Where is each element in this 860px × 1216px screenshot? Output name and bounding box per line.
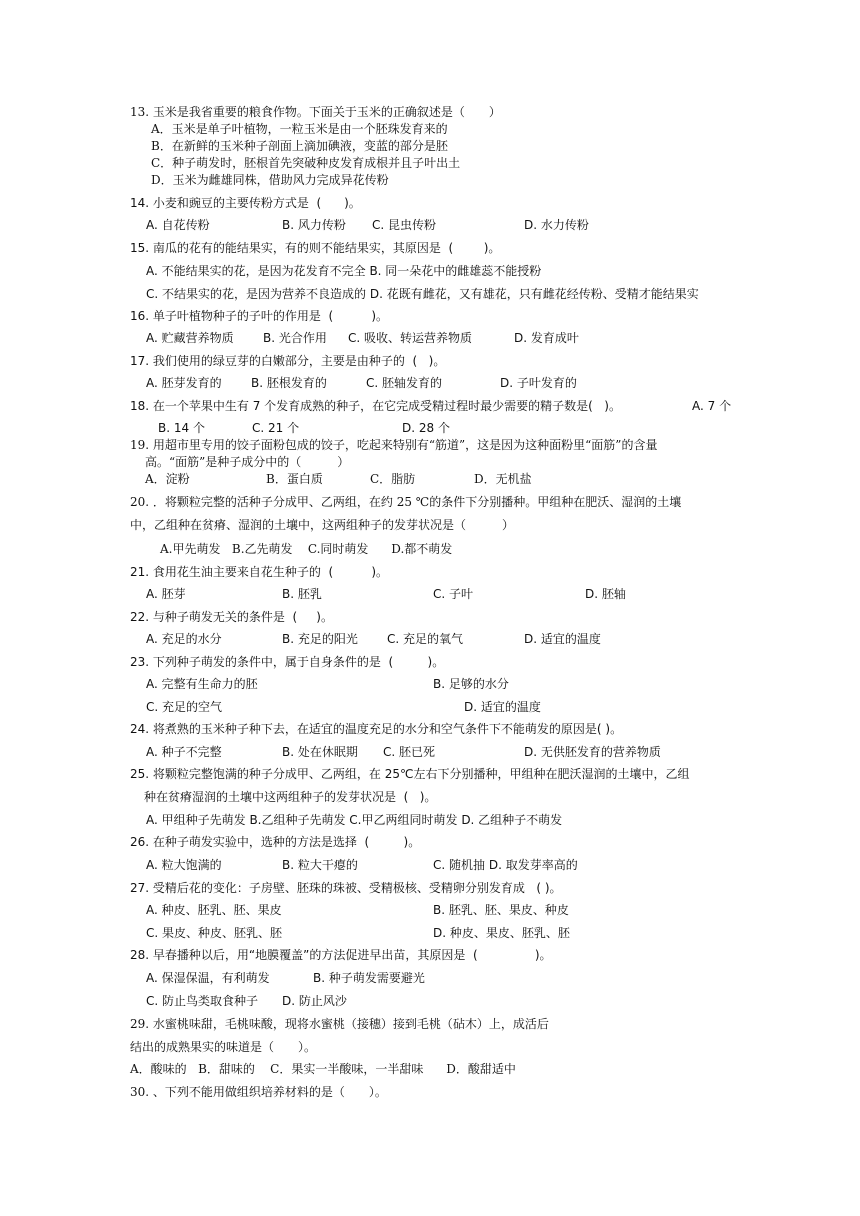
q28-option-c: C. 防止鸟类取食种子 xyxy=(146,994,259,1008)
q18-option-b: B. 14 个 xyxy=(158,421,205,435)
q17-option-c: C. 胚轴发育的 xyxy=(366,376,443,390)
q22-option-b: B. 充足的阳光 xyxy=(282,632,358,646)
q14-option-d: D. 水力传粉 xyxy=(524,218,589,232)
q18-option-c: C. 21 个 xyxy=(252,421,300,435)
q16-option-d: D. 发育成叶 xyxy=(514,331,579,345)
q26-stem: 26. 在种子萌发实验中，选种的方法是选择 ( )。 xyxy=(130,835,421,849)
q28-stem: 28. 早春播种以后，用“地膜覆盖”的方法促进早出苗，其原因是 ( )。 xyxy=(130,948,552,962)
q26-options-cd: C. 随机抽 D. 取发芽率高的 xyxy=(433,858,578,872)
q27-stem: 27. 受精后花的变化：子房壁、胚珠的珠被、受精极核、受精卵分别发育成 ( )。 xyxy=(130,881,562,895)
q27-option-c: C. 果皮、种皮、胚乳、胚 xyxy=(146,926,283,940)
q24-option-d: D. 无供胚发育的营养物质 xyxy=(524,745,661,759)
q16-option-c: C. 吸收、转运营养物质 xyxy=(348,331,473,345)
q20-stem-line1: 20. ．将颗粒完整的活种子分成甲、乙两组，在约 25 ℃的条件下分别播种。甲组种在肥沃、湿润的土壤 xyxy=(130,495,682,509)
q20-stem-line2: 中，乙组种在贫瘠、湿润的土壤中，这两组种子的发芽状况是（ ） xyxy=(130,518,515,532)
q15-options-ab: A. 不能结果实的花，是因为花发育不完全 B. 同一朵花中的雌雄蕊不能授粉 xyxy=(146,264,542,278)
q18-option-d: D. 28 个 xyxy=(402,421,450,435)
q21-stem: 21. 食用花生油主要来自花生种子的 ( )。 xyxy=(130,565,389,579)
q16-option-a: A. 贮藏营养物质 xyxy=(146,331,234,345)
q19-option-a: A．淀粉 xyxy=(145,472,190,486)
q15-options-cd: C. 不结果实的花，是因为营养不良造成的 D. 花既有雌花，又有雄花，只有雌花经传粉、受精才能结果实 xyxy=(146,287,699,301)
q26-option-b: B. 粒大干瘪的 xyxy=(282,858,358,872)
q19-option-b: B．蛋白质 xyxy=(266,472,323,486)
q14-option-c: C. 昆虫传粉 xyxy=(372,218,437,232)
q13-stem: 13. 玉米是我省重要的粮食作物。下面关于玉米的正确叙述是（ ） xyxy=(130,105,501,119)
q25-stem-line2: 种在贫瘠湿润的土壤中这两组种子的发芽状况是 ( )。 xyxy=(144,790,437,804)
q24-option-a: A. 种子不完整 xyxy=(146,745,222,759)
q16-stem: 16. 单子叶植物种子的子叶的作用是 ( )。 xyxy=(130,309,389,323)
q18-option-a: A. 7 个 xyxy=(692,399,732,413)
q29-stem-line1: 29. 水蜜桃味甜，毛桃味酸，现将水蜜桃（接穗）接到毛桃（砧木）上，成活后 xyxy=(130,1017,549,1031)
q13-option-b: B．在新鲜的玉米种子剖面上滴加碘液，变蓝的部分是胚 xyxy=(151,139,448,153)
q19-option-d: D．无机盐 xyxy=(474,472,532,486)
q17-option-b: B. 胚根发育的 xyxy=(251,376,327,390)
q23-option-a: A. 完整有生命力的胚 xyxy=(146,677,258,691)
q17-option-d: D. 子叶发育的 xyxy=(500,376,577,390)
q21-option-a: A. 胚芽 xyxy=(146,587,186,601)
q24-option-b: B. 处在休眠期 xyxy=(282,745,358,759)
q14-stem: 14. 小麦和豌豆的主要传粉方式是 ( )。 xyxy=(130,196,361,210)
q22-option-a: A. 充足的水分 xyxy=(146,632,222,646)
q21-option-c: C. 子叶 xyxy=(433,587,474,601)
q29-options: A．酸味的 B．甜味的 C．果实一半酸味，一半甜味 D．酸甜适中 xyxy=(130,1062,516,1076)
q22-option-d: D. 适宜的温度 xyxy=(524,632,601,646)
q22-stem: 22. 与种子萌发无关的条件是 ( )。 xyxy=(130,610,333,624)
q13-option-c: C．种子萌发时，胚根首先突破种皮发育成根并且子叶出土 xyxy=(151,156,461,170)
q23-option-c: C. 充足的空气 xyxy=(146,700,223,714)
q22-option-c: C. 充足的氧气 xyxy=(387,632,464,646)
q13-option-d: D．玉米为雌雄同株，借助风力完成异花传粉 xyxy=(151,173,389,187)
q15-stem: 15. 南瓜的花有的能结果实，有的则不能结果实，其原因是 ( )。 xyxy=(130,241,501,255)
q14-option-a: A. 自花传粉 xyxy=(146,218,210,232)
q27-option-b: B. 胚乳、胚、果皮、种皮 xyxy=(433,903,569,917)
q25-stem-line1: 25. 将颗粒完整饱满的种子分成甲、乙两组，在 25℃左右下分别播种，甲组种在肥沃湿润的土壤中，乙组 xyxy=(130,767,690,781)
q21-option-d: D. 胚轴 xyxy=(585,587,626,601)
q27-option-d: D. 种皮、果皮、胚乳、胚 xyxy=(433,926,570,940)
q23-stem: 23. 下列种子萌发的条件中，属于自身条件的是 ( )。 xyxy=(130,655,445,669)
q21-option-b: B. 胚乳 xyxy=(282,587,322,601)
q20-options: A.甲先萌发 B.乙先萌发 C.同时萌发 D.都不萌发 xyxy=(160,542,453,556)
q17-stem: 17. 我们使用的绿豆芽的白嫩部分，主要是由种子的 ( )。 xyxy=(130,354,446,368)
q28-option-d: D. 防止风沙 xyxy=(282,994,347,1008)
q18-stem: 18. 在一个苹果中生有 7 个发育成熟的种子，在它完成受精过程时最少需要的精子数是( )。 xyxy=(130,399,621,413)
q23-option-d: D. 适宜的温度 xyxy=(464,700,541,714)
q19-stem-line2: 高。“面筋”是种子成分中的（ ） xyxy=(145,455,350,469)
q24-stem: 24. 将煮熟的玉米种子种下去，在适宜的温度充足的水分和空气条件下不能萌发的原因是( )。 xyxy=(130,722,623,736)
q23-option-b: B. 足够的水分 xyxy=(433,677,509,691)
q28-option-a: A. 保湿保温，有利萌发 xyxy=(146,971,270,985)
q13-option-a: A．玉米是单子叶植物，一粒玉米是由一个胚珠发育来的 xyxy=(151,122,448,136)
q14-option-b: B. 风力传粉 xyxy=(282,218,346,232)
q29-stem-line2: 结出的成熟果实的味道是（ ）。 xyxy=(130,1040,317,1054)
q17-option-a: A. 胚芽发育的 xyxy=(146,376,222,390)
q16-option-b: B. 光合作用 xyxy=(263,331,327,345)
q27-option-a: A. 种皮、胚乳、胚、果皮 xyxy=(146,903,282,917)
q25-options: A. 甲组种子先萌发 B.乙组种子先萌发 C.甲乙两组同时萌发 D. 乙组种子不萌发 xyxy=(146,813,563,827)
q24-option-c: C. 胚已死 xyxy=(383,745,436,759)
q28-option-b: B. 种子萌发需要避光 xyxy=(313,971,425,985)
q30-stem: 30. 、下列不能用做组织培养材料的是（ ）。 xyxy=(130,1085,387,1099)
q19-stem-line1: 19. 用超市里专用的饺子面粉包成的饺子，吃起来特别有“筋道”，这是因为这种面粉里“面筋”的含量 xyxy=(130,438,658,452)
q19-option-c: C．脂肪 xyxy=(370,472,416,486)
q26-option-a: A. 粒大饱满的 xyxy=(146,858,222,872)
